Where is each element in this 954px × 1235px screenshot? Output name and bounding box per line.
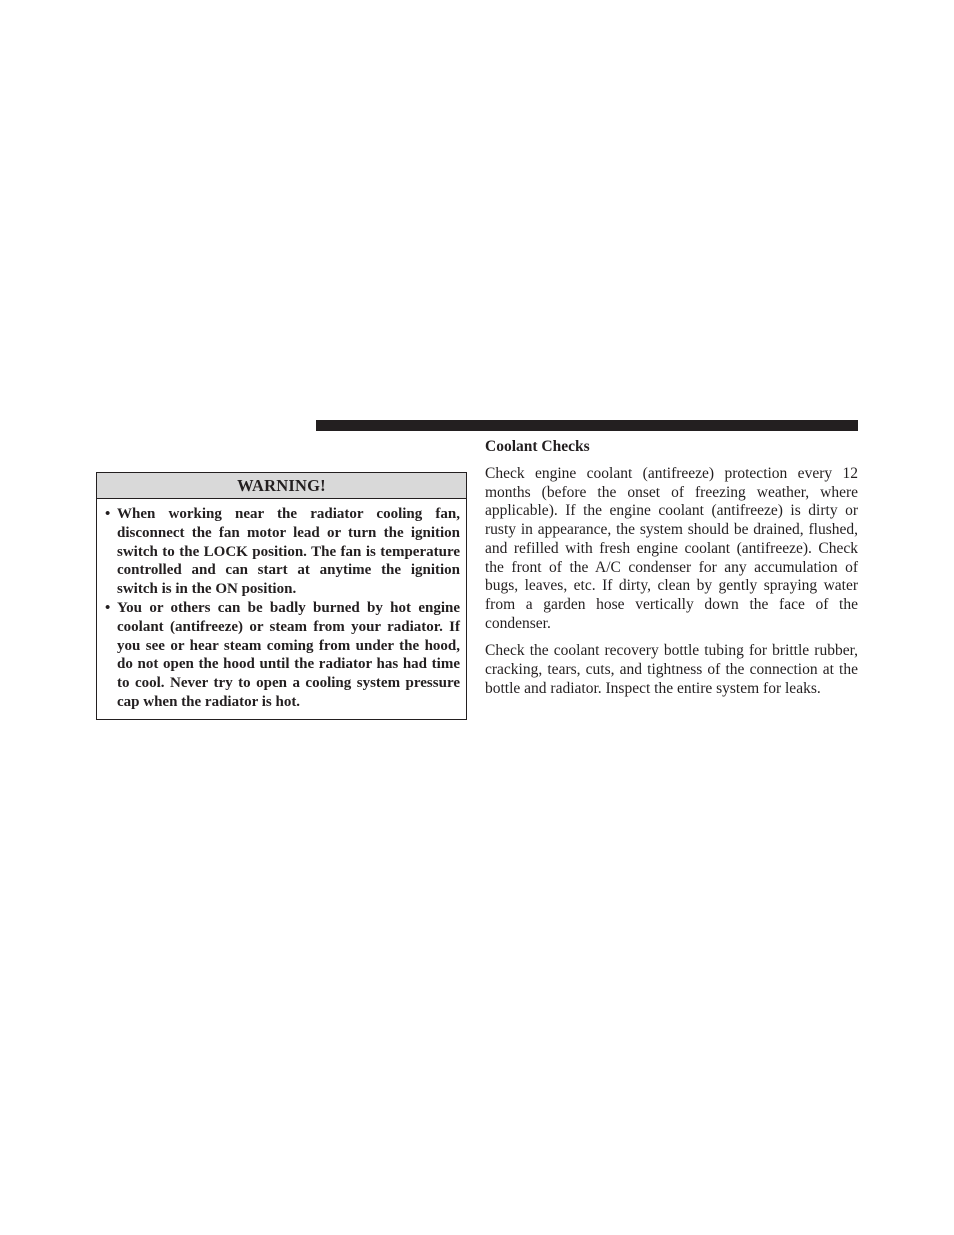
warning-title: WARNING! bbox=[97, 473, 466, 499]
body-paragraph: Check the coolant recovery bottle tubing for brittle rubber, cracking, tears, cuts, and tightness of the connection at the bottle and radiator. Inspect the entire system for leaks. bbox=[485, 642, 858, 697]
warning-list bbox=[97, 499, 466, 712]
coolant-checks-section bbox=[485, 437, 858, 707]
warning-item-text: When working near the radiator cooling fan, disconnect the fan motor lead or turn the ignition switch to the LOCK position. The fan is temperature controlled and can start at anytime the ignition switch is in the ON position. bbox=[117, 506, 460, 598]
warning-item-burn bbox=[105, 599, 460, 712]
section-top-rule bbox=[316, 420, 858, 431]
bullet-icon: • bbox=[105, 599, 111, 616]
body-paragraph: Check engine coolant (antifreeze) protection every 12 months (before the onset of freezing weather, where applicable). If the engine coolant (antifreeze) is dirty or rusty in appearance, the system should be drained, flushed, and refilled with fresh engine coolant (antifreeze). Check the front of the A/C condenser for any accumulation of bugs, leaves, etc. If dirty, clean by gently spraying water from a garden hose vertically down the face of the condenser. bbox=[485, 465, 858, 632]
warning-item-fan bbox=[105, 505, 460, 599]
section-heading: Coolant Checks bbox=[485, 438, 590, 455]
warning-item-text: You or others can be badly burned by hot engine coolant (antifreeze) or steam from your radiator. If you see or hear steam coming from under the hood, do not open the hood until the radiator has had time to cool. Never try to open a cooling system pressure cap when the radiator is hot. bbox=[117, 599, 460, 710]
warning-box bbox=[96, 472, 467, 720]
bullet-icon: • bbox=[105, 506, 111, 522]
